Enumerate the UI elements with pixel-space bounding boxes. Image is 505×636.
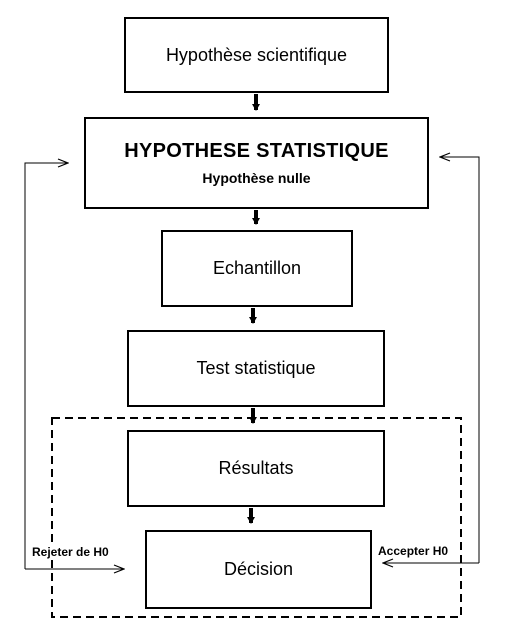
test-statistique-box: [127, 330, 385, 407]
resultats-box: [127, 430, 385, 507]
echantillon-label: Echantillon: [212, 258, 302, 278]
decision-box: [145, 530, 372, 609]
hypothese-statistique-title: HYPOTHESE STATISTIQUE: [124, 140, 389, 162]
hypothese-nulle-subtitle: Hypothèse nulle: [202, 170, 311, 186]
hypothese-statistique-box: [84, 117, 429, 209]
resultats-label: Résultats: [218, 458, 294, 478]
decision-label: Décision: [223, 559, 294, 579]
accepter-h0-label: Accepter H0: [378, 544, 449, 558]
test-statistique-label: Test statistique: [196, 358, 316, 378]
loop-accepter-up: [440, 157, 479, 563]
echantillon-box: [161, 230, 353, 307]
hypothese-scientifique-box: [124, 17, 389, 93]
loop-rejeter-up: [25, 163, 68, 569]
hypothese-scientifique-label: Hypothèse scientifique: [165, 44, 348, 65]
rejeter-h0-label: Rejeter de H0: [32, 545, 109, 559]
